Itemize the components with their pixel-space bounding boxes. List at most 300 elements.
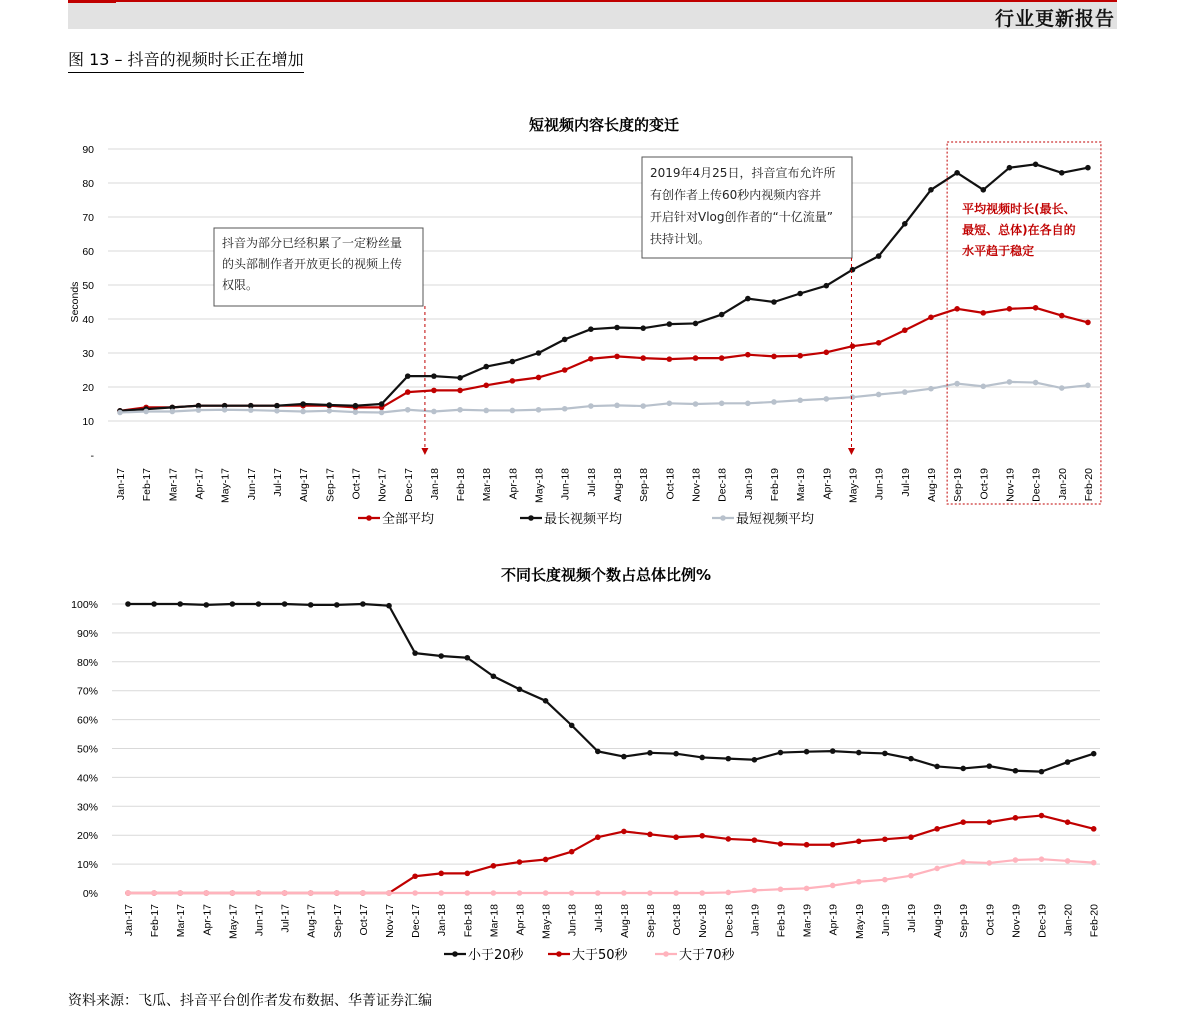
data-point (856, 750, 862, 756)
data-point (726, 756, 732, 762)
data-point (934, 826, 940, 832)
data-point (562, 406, 568, 412)
legend-marker (528, 515, 534, 521)
data-point (431, 409, 437, 415)
data-point (274, 408, 280, 414)
chart-1 (69, 116, 1101, 527)
data-point (699, 890, 705, 896)
data-point (510, 359, 516, 365)
data-point (824, 283, 830, 289)
x-tick-label: May-18 (533, 468, 546, 504)
x-tick-label: Aug-17 (298, 468, 311, 502)
data-point (170, 409, 176, 415)
data-point (1065, 819, 1071, 825)
data-point (719, 312, 725, 318)
y-tick-label: 30% (76, 801, 98, 814)
highlight-text: 最短、总体)在各自的 (962, 223, 1076, 237)
data-point (1033, 380, 1039, 386)
data-point (752, 837, 758, 843)
data-point (856, 879, 862, 885)
data-point (1059, 170, 1065, 176)
data-point (222, 407, 228, 413)
data-point (143, 409, 149, 415)
data-point (621, 890, 627, 896)
data-point (647, 832, 653, 838)
data-point (726, 890, 732, 896)
data-point (699, 833, 705, 839)
data-point (934, 866, 940, 872)
data-point (465, 890, 471, 896)
data-point (483, 383, 489, 389)
x-tick-label: Nov-17 (384, 904, 396, 938)
data-point (379, 410, 385, 416)
x-tick-label: Sep-17 (324, 468, 337, 502)
x-tick-label: Sep-18 (638, 468, 651, 502)
data-point (693, 355, 699, 361)
series-3 (117, 379, 1091, 415)
data-point (177, 890, 183, 896)
data-point (438, 653, 444, 659)
data-point (640, 355, 646, 361)
x-tick-label: Nov-17 (376, 468, 389, 502)
x-tick-label: Feb-19 (775, 904, 788, 938)
data-point (960, 766, 966, 772)
series-1 (117, 305, 1091, 414)
data-point (1007, 306, 1013, 312)
legend-label: 大于70秒 (679, 948, 735, 963)
x-tick-label: Jul-17 (271, 468, 284, 497)
data-point (614, 325, 620, 331)
x-tick-label: Mar-19 (795, 468, 808, 502)
data-point (830, 842, 836, 848)
data-point (360, 601, 366, 607)
series-line (128, 816, 1094, 893)
data-point (980, 384, 986, 390)
data-point (543, 698, 549, 704)
data-point (543, 857, 549, 863)
data-point (987, 763, 993, 769)
data-point (1085, 383, 1091, 389)
data-point (771, 399, 777, 405)
data-point (151, 890, 157, 896)
data-point (1007, 165, 1013, 171)
y-tick-label: 0% (82, 888, 98, 900)
data-point (719, 355, 725, 361)
source-note: 资料来源：飞瓜、抖音平台创作者发布数据、华菁证券汇编 (68, 993, 432, 1009)
data-point (431, 388, 437, 394)
data-point (248, 407, 254, 413)
y-tick-label: 100% (71, 599, 98, 611)
data-point (745, 352, 751, 358)
data-point (960, 819, 966, 825)
data-point (543, 890, 549, 896)
x-tick-label: Oct-17 (357, 904, 370, 936)
legend-marker (366, 515, 372, 521)
x-tick-label: Apr-18 (507, 468, 520, 500)
data-point (1065, 858, 1071, 864)
x-tick-label: Jan-18 (428, 468, 441, 501)
highlight-region (947, 142, 1101, 504)
data-point (954, 381, 960, 387)
legend-label: 小于20秒 (468, 948, 524, 963)
y-tick-label: 70% (76, 685, 98, 698)
legend-marker (720, 515, 726, 521)
x-tick-label: Nov-18 (697, 904, 710, 938)
data-point (517, 890, 523, 896)
data-point (300, 401, 306, 407)
data-point (334, 890, 340, 896)
data-point (151, 601, 157, 607)
annotation-text: 有创作者上传60秒内视频内容并 (650, 188, 822, 202)
annotation-text: 扶持计划。 (650, 232, 711, 246)
data-point (405, 373, 411, 379)
data-point (850, 343, 856, 349)
data-point (1085, 320, 1091, 326)
data-point (693, 401, 699, 407)
chart-2 (71, 566, 1101, 963)
data-point (588, 356, 594, 362)
data-point (282, 601, 288, 607)
y-tick-label: 80 (82, 178, 94, 190)
x-tick-label: Dec-18 (716, 468, 729, 502)
x-tick-label: Apr-19 (821, 468, 834, 500)
data-point (1013, 815, 1019, 821)
x-tick-label: Oct-18 (671, 904, 684, 936)
data-point (300, 409, 306, 415)
y-tick-label: 90% (76, 627, 98, 640)
data-point (438, 871, 444, 877)
x-tick-label: Jul-18 (592, 904, 605, 933)
data-point (1059, 313, 1065, 319)
data-point (882, 751, 888, 757)
data-point (569, 890, 575, 896)
data-point (614, 354, 620, 360)
data-point (745, 296, 751, 302)
x-tick-label: Apr-17 (201, 904, 214, 936)
y-tick-label: 10% (76, 859, 98, 872)
data-point (987, 860, 993, 866)
data-point (256, 890, 262, 896)
data-point (569, 723, 575, 729)
data-point (673, 834, 679, 840)
data-point (125, 890, 131, 896)
series-line (120, 308, 1088, 411)
data-point (308, 890, 314, 896)
data-point (824, 350, 830, 356)
x-tick-label: Feb-17 (141, 468, 154, 502)
data-point (204, 890, 210, 896)
data-point (457, 407, 463, 413)
data-point (667, 321, 673, 327)
x-tick-label: Aug-18 (618, 904, 631, 938)
data-point (830, 748, 836, 754)
data-point (125, 601, 131, 607)
data-point (778, 886, 784, 892)
x-tick-label: Oct-19 (978, 468, 991, 500)
x-tick-label: Jan-17 (115, 468, 127, 501)
data-point (804, 886, 810, 892)
y-tick-label: 50% (76, 743, 98, 756)
data-point (1013, 857, 1019, 863)
legend-label: 最长视频平均 (544, 512, 623, 527)
y-tick-label: 80% (76, 656, 98, 669)
x-tick-label: Jan-20 (1062, 904, 1075, 937)
x-tick-label: May-17 (219, 468, 232, 504)
data-point (797, 291, 803, 297)
y-tick-label: 10 (82, 416, 94, 428)
data-point (204, 602, 210, 608)
data-point (536, 350, 542, 356)
legend-marker (452, 951, 458, 957)
data-point (882, 836, 888, 842)
data-point (1059, 385, 1065, 391)
data-point (882, 877, 888, 883)
x-tick-label: Jan-19 (742, 468, 755, 501)
data-point (562, 367, 568, 373)
x-tick-label: Apr-17 (193, 468, 206, 500)
data-point (699, 755, 705, 761)
data-point (1039, 856, 1045, 862)
x-tick-label: Mar-18 (481, 468, 494, 502)
x-tick-label: Sep-19 (958, 904, 971, 938)
x-tick-label: May-17 (227, 904, 240, 940)
x-tick-label: Nov-19 (1010, 904, 1023, 938)
data-point (830, 883, 836, 889)
data-point (282, 890, 288, 896)
data-point (960, 859, 966, 865)
data-point (771, 299, 777, 305)
data-point (562, 337, 568, 343)
data-point (667, 401, 673, 407)
y-axis-label: Seconds (69, 281, 81, 323)
x-tick-label: Jun-19 (873, 468, 886, 501)
x-tick-label: Feb-18 (462, 904, 475, 938)
x-tick-label: Sep-18 (645, 904, 657, 938)
x-tick-label: Jul-19 (899, 468, 912, 497)
data-point (1013, 768, 1019, 774)
y-tick-label: 70 (82, 212, 94, 224)
data-point (726, 836, 732, 842)
y-tick-label: 20 (82, 382, 94, 394)
x-tick-label: Jun-17 (253, 904, 266, 937)
x-tick-label: May-18 (540, 904, 553, 940)
legend-label: 最短视频平均 (736, 512, 815, 527)
x-tick-label: Jun-18 (559, 468, 572, 501)
data-point (595, 834, 601, 840)
data-point (326, 402, 332, 408)
data-point (1033, 305, 1039, 311)
x-tick-label: Mar-17 (175, 904, 188, 938)
annotation-arrowhead (848, 448, 855, 455)
annotation-text: 的头部制作者开放更长的视频上传 (222, 257, 403, 271)
data-point (797, 397, 803, 403)
data-point (902, 221, 908, 227)
data-point (1065, 759, 1071, 765)
legend-label: 大于50秒 (572, 948, 628, 963)
data-point (457, 375, 463, 381)
x-tick-label: Jun-19 (879, 904, 892, 937)
data-point (1091, 860, 1097, 866)
data-point (517, 686, 523, 692)
legend-marker (556, 951, 562, 957)
data-point (797, 353, 803, 359)
data-point (517, 859, 523, 865)
data-point (230, 601, 236, 607)
data-point (405, 389, 411, 395)
data-point (465, 871, 471, 877)
data-point (1039, 769, 1045, 775)
data-point (595, 749, 601, 755)
data-point (908, 834, 914, 840)
data-point (640, 325, 646, 331)
data-point (412, 873, 418, 879)
data-point (405, 407, 411, 413)
series-line (120, 382, 1088, 413)
data-point (850, 394, 856, 400)
x-tick-label: May-19 (853, 904, 866, 940)
data-point (1007, 379, 1013, 385)
data-point (778, 750, 784, 756)
y-tick-label: 30 (82, 348, 94, 360)
chart-title: 不同长度视频个数占总体比例% (500, 566, 712, 584)
data-point (536, 407, 542, 413)
legend-label: 全部平均 (382, 512, 435, 527)
x-tick-label: Jan-18 (436, 904, 449, 937)
annotation-arrowhead (421, 448, 428, 455)
data-point (379, 401, 385, 407)
annotation-text: 抖音为部分已经积累了一定粉丝量 (222, 236, 403, 250)
x-tick-label: Apr-19 (827, 904, 840, 936)
x-tick-label: Feb-20 (1082, 468, 1095, 502)
data-point (1091, 751, 1097, 757)
data-point (719, 401, 725, 407)
x-tick-label: Dec-19 (1036, 904, 1049, 938)
data-point (510, 408, 516, 414)
data-point (934, 764, 940, 770)
data-point (771, 354, 777, 360)
x-tick-label: Oct-18 (664, 468, 677, 500)
y-tick-label: 40% (76, 772, 98, 785)
data-point (491, 863, 497, 869)
x-tick-label: Nov-19 (1004, 467, 1017, 502)
x-tick-label: Dec-18 (723, 904, 736, 938)
data-point (386, 890, 392, 896)
data-point (510, 378, 516, 384)
data-point (954, 170, 960, 176)
x-tick-label: Jan-19 (749, 904, 762, 937)
data-point (673, 890, 679, 896)
data-point (621, 754, 627, 760)
data-point (908, 873, 914, 879)
series-3 (125, 856, 1096, 895)
data-point (360, 890, 366, 896)
data-point (334, 602, 340, 608)
x-tick-label: Jul-17 (279, 904, 292, 933)
data-point (752, 757, 758, 763)
x-tick-label: Feb-18 (455, 468, 468, 502)
data-point (902, 327, 908, 333)
data-point (980, 187, 986, 193)
data-point (230, 890, 236, 896)
data-point (457, 388, 463, 394)
y-tick-label: 60% (76, 714, 98, 727)
data-point (274, 403, 280, 409)
x-tick-label: Jul-19 (906, 904, 918, 933)
data-point (928, 315, 934, 321)
annotation-text: 开启针对Vlog创作者的“十亿流量” (650, 210, 833, 224)
data-point (1039, 813, 1045, 819)
x-tick-label: Aug-19 (932, 904, 945, 938)
x-tick-label: Oct-19 (984, 904, 997, 936)
x-tick-label: Aug-19 (925, 468, 938, 502)
data-point (1085, 165, 1091, 171)
data-point (745, 401, 751, 407)
data-point (536, 375, 542, 381)
x-tick-label: Dec-17 (410, 904, 423, 938)
data-point (117, 410, 123, 416)
data-point (588, 403, 594, 409)
data-point (778, 841, 784, 847)
data-point (850, 267, 856, 273)
data-point (588, 326, 594, 332)
data-point (954, 306, 960, 312)
x-tick-label: Sep-17 (331, 904, 344, 938)
figure-caption: 图 13 – 抖音的视频时长正在增加 (68, 47, 304, 73)
report-header-title: 行业更新报告 (994, 8, 1115, 30)
annotation-text: 权限。 (222, 278, 259, 292)
data-point (431, 373, 437, 379)
data-point (386, 603, 392, 609)
data-point (856, 838, 862, 844)
data-point (673, 751, 679, 757)
data-point (647, 750, 653, 756)
data-point (326, 408, 332, 414)
x-tick-label: Dec-19 (1030, 468, 1043, 502)
data-point (256, 601, 262, 607)
data-point (928, 386, 934, 392)
x-tick-label: Mar-17 (167, 468, 180, 502)
y-tick-label: 50 (82, 280, 94, 292)
data-point (438, 890, 444, 896)
x-tick-label: Jul-18 (585, 468, 598, 497)
data-point (614, 403, 620, 409)
data-point (1091, 826, 1097, 832)
series-line (128, 604, 1094, 772)
data-point (928, 187, 934, 193)
x-tick-label: Jan-20 (1056, 468, 1069, 501)
data-point (1033, 162, 1039, 168)
x-tick-label: Oct-17 (350, 468, 363, 500)
x-tick-label: Feb-17 (149, 904, 162, 938)
legend-marker (663, 951, 669, 957)
data-point (621, 829, 627, 835)
x-tick-label: Apr-18 (514, 904, 527, 936)
data-point (902, 389, 908, 395)
data-point (980, 310, 986, 316)
data-point (693, 321, 699, 327)
series-2 (125, 813, 1096, 896)
data-point (876, 253, 882, 259)
y-tick-label: 20% (76, 830, 98, 843)
chart-title: 短视频内容长度的变迁 (528, 116, 680, 134)
data-point (804, 749, 810, 755)
data-point (196, 407, 202, 413)
data-point (667, 356, 673, 362)
x-tick-label: Aug-18 (612, 468, 625, 502)
x-tick-label: Dec-17 (402, 468, 415, 502)
data-point (483, 364, 489, 370)
x-tick-label: Nov-18 (690, 468, 703, 502)
